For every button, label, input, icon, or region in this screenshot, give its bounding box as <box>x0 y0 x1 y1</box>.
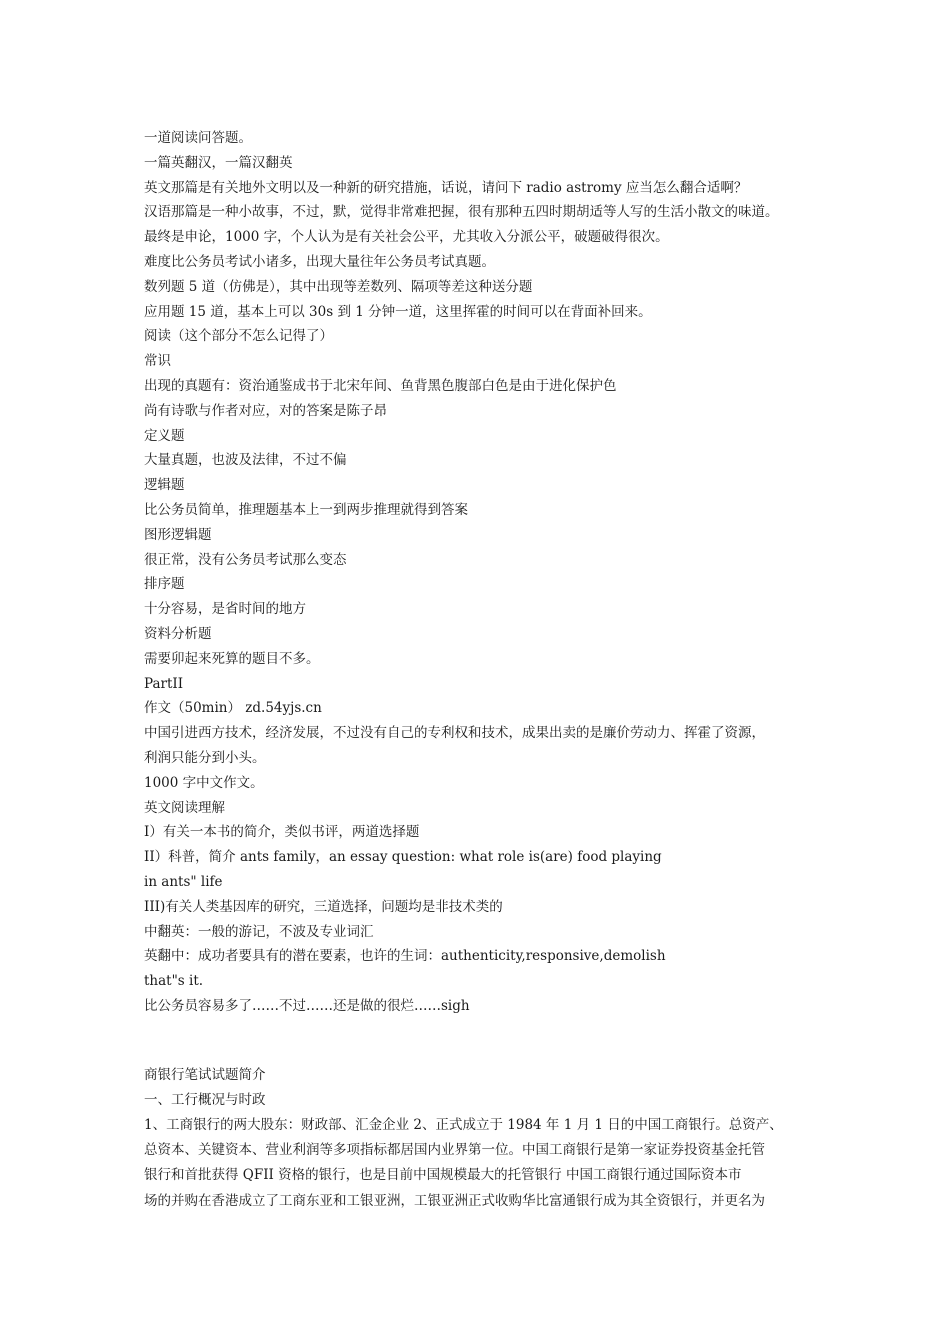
text-line: III)有关人类基因库的研究，三道选择，问题均是非技术类的 <box>144 898 503 915</box>
section-spacer <box>144 1019 824 1063</box>
heading-line: 排序题 <box>144 576 185 593</box>
icbc-exam-section <box>144 1063 824 1214</box>
text-line: 最终是申论，1000 字，个人认为是有关社会公平，尤其收入分派公平，破题破得很次。 <box>144 229 669 246</box>
text-line: 汉语那篇是一种小故事，不过，默，觉得非常难把握，很有那种五四时期胡适等人写的生活小散文的味道。 <box>144 204 779 221</box>
text-line: 银行和首批获得 QFII 资格的银行，也是目前中国规模最大的托管银行 中国工商银行通过国际资本市 <box>144 1167 742 1184</box>
text-line: 利润只能分到小头。 <box>144 749 266 766</box>
exam-notes-section <box>144 126 824 1019</box>
text-line: 需要卯起来死算的题目不多。 <box>144 650 320 667</box>
text-line: II）科普，简介 ants family，an essay question: what role is(are) food playing <box>144 849 662 866</box>
text-line: 难度比公务员考试小诸多，出现大量往年公务员考试真题。 <box>144 253 495 270</box>
document-body <box>144 126 824 1214</box>
heading-line: 常识 <box>144 353 171 370</box>
text-line: 作文（50min） zd.54yjs.cn <box>144 700 322 717</box>
text-line: I）有关一本书的简介，类似书评，两道选择题 <box>144 824 420 841</box>
text-line: 场的并购在香港成立了工商东亚和工银亚洲，工银亚洲正式收购华比富通银行成为其全资银行，并更名为 <box>144 1192 765 1209</box>
text-line: 英翻中：成功者要具有的潜在要素，也许的生词：authenticity,responsive,demolish <box>144 948 666 965</box>
subsection-title: 一、工行概况与时政 <box>144 1091 266 1108</box>
text-line: 中翻英：一般的游记，不波及专业词汇 <box>144 923 374 940</box>
text-line: 出现的真题有：资治通鉴成书于北宋年间、鱼背黑色腹部白色是由于进化保护色 <box>144 377 617 394</box>
text-line: 尚有诗歌与作者对应，对的答案是陈子昂 <box>144 402 387 419</box>
heading-line: 英文阅读理解 <box>144 799 225 816</box>
text-line: 应用题 15 道，基本上可以 30s 到 1 分钟一道，这里挥霍的时间可以在背面补回来。 <box>144 303 652 320</box>
text-line: 一道阅读问答题。 <box>144 130 252 146</box>
text-line: 比公务员容易多了……不过……还是做的很烂……sigh <box>144 997 470 1014</box>
text-line: 一篇英翻汉，一篇汉翻英 <box>144 154 293 171</box>
text-line: 比公务员简单，推理题基本上一到两步推理就得到答案 <box>144 501 468 518</box>
text-line: 总资本、关键资本、营业利润等多项指标都居国内业界第一位。中国工商银行是第一家证券投资基金托管 <box>144 1142 765 1159</box>
heading-line: 逻辑题 <box>144 477 185 494</box>
text-line: 很正常，没有公务员考试那么变态 <box>144 551 347 568</box>
text-line: that"s it. <box>144 973 204 990</box>
text-line: 数列题 5 道（仿佛是），其中出现等差数列、隔项等差这种送分题 <box>144 278 533 295</box>
text-line: 1、工商银行的两大股东：财政部、汇金企业 2、正式成立于 1984 年 1 月 1 日的中国工商银行。总资产、 <box>144 1117 783 1134</box>
text-line: 中国引进西方技术，经济发展，不过没有自己的专利权和技术，成果出卖的是廉价劳动力、挥霍了资源， <box>144 725 765 742</box>
section-title: 商银行笔试试题简介 <box>144 1066 266 1083</box>
heading-line: 图形逻辑题 <box>144 526 212 543</box>
heading-line: 定义题 <box>144 427 185 444</box>
text-line: 1000 字中文作文。 <box>144 774 264 791</box>
text-line: 大量真题，也波及法律，不过不偏 <box>144 452 347 469</box>
heading-line: 资料分析题 <box>144 625 212 642</box>
text-line: in ants" life <box>144 873 223 890</box>
text-line: 十分容易，是省时间的地方 <box>144 601 306 618</box>
heading-line: PartII <box>144 675 184 692</box>
text-line: 阅读（这个部分不怎么记得了） <box>144 328 333 345</box>
text-line: 英文那篇是有关地外文明以及一种新的研究措施，话说，请问下 radio astromy 应当怎么翻合适啊？ <box>144 179 748 196</box>
